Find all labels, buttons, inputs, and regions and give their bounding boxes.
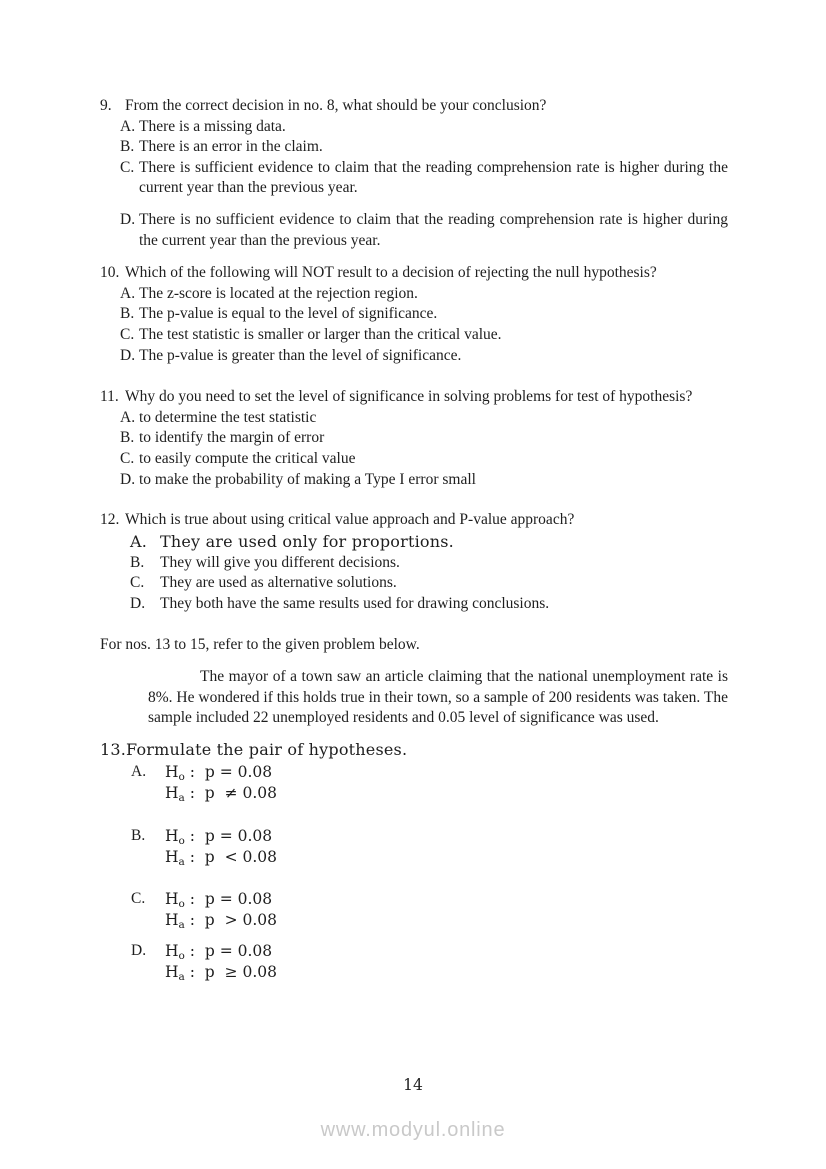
page-number: 14	[403, 1076, 423, 1094]
question-13-options	[131, 762, 728, 984]
question-text: Formulate the pair of hypotheses.	[126, 739, 408, 759]
hypothesis-expression: : p < 0.08	[184, 848, 278, 867]
problem-paragraph: The mayor of a town saw an article claiming that the national unemployment rate is 8%. He wondered if this holds true in their town, so a sample of 200 residents was taken. The sample included 22 unemployed residents and 0.05 level of significance was used.	[148, 668, 728, 727]
option-row	[120, 210, 728, 251]
option-text: to make the probability of making a Type I error small	[139, 470, 476, 488]
option-row	[120, 117, 728, 138]
hypothesis-expression: : p > 0.08	[184, 911, 278, 930]
option-label: C.	[120, 158, 135, 176]
option-label: A.	[130, 531, 148, 551]
option-text: The p-value is equal to the level of significance.	[139, 305, 438, 323]
option-label: D.	[130, 594, 146, 612]
option-text: The z-score is located at the rejection region.	[139, 284, 418, 302]
hypothesis-symbol: H	[165, 762, 179, 781]
option-text: The p-value is greater than the level of significance.	[139, 346, 462, 364]
hypothesis-option	[131, 889, 728, 932]
option-label: D.	[120, 470, 136, 488]
question-number: 12.	[100, 511, 120, 529]
question-number: 11.	[100, 388, 119, 406]
question-10-options	[120, 284, 728, 366]
hypothesis-symbol: H	[165, 941, 179, 960]
option-label: C.	[120, 325, 135, 343]
null-hypothesis-line	[165, 826, 728, 848]
hypothesis-subscript: o	[178, 770, 185, 783]
option-text: There is sufficient evidence to claim that the reading comprehension rate is higher during the current year than the previous year.	[139, 158, 728, 197]
question-9	[100, 96, 728, 251]
watermark: www.modyul.online	[320, 1119, 506, 1141]
hypothesis-subscript: a	[178, 856, 185, 869]
option-row	[120, 428, 728, 449]
question-text: Which of the following will NOT result to a decision of rejecting the null hypothesis?	[125, 264, 657, 282]
option-row	[120, 470, 728, 491]
hypothesis-expression: : p ≥ 0.08	[184, 963, 278, 982]
option-text: They are used as alternative solutions.	[160, 574, 397, 592]
question-number: 9.	[100, 97, 112, 114]
option-row	[120, 346, 728, 367]
hypothesis-subscript: a	[178, 792, 185, 805]
option-text: There is a missing data.	[139, 117, 286, 135]
null-hypothesis-line	[165, 889, 728, 911]
option-row	[120, 449, 728, 470]
hypothesis-symbol: H	[165, 889, 179, 908]
option-label: C.	[130, 574, 145, 592]
question-number: 13.	[100, 739, 127, 759]
option-row	[120, 284, 728, 305]
hypothesis-subscript: a	[178, 971, 185, 984]
hypothesis-lines	[165, 889, 728, 932]
question-text: From the correct decision in no. 8, what should be your conclusion?	[125, 97, 547, 114]
question-11-options	[120, 408, 728, 490]
hypothesis-option	[131, 826, 728, 869]
option-label: B.	[120, 429, 135, 447]
option-label: C.	[131, 889, 146, 907]
option-text: There is no sufficient evidence to claim that the reading comprehension rate is higher during the current year than the previous year.	[139, 210, 728, 249]
option-label: A.	[131, 762, 147, 780]
hypothesis-expression: : p = 0.08	[184, 941, 273, 960]
question-number: 10.	[100, 264, 120, 282]
null-hypothesis-line	[165, 941, 728, 963]
option-text: They are used only for proportions.	[160, 531, 454, 551]
alt-hypothesis-line	[165, 847, 728, 869]
hypothesis-expression: : p = 0.08	[184, 889, 273, 908]
hypothesis-expression: : p = 0.08	[184, 762, 273, 781]
hypothesis-subscript: o	[178, 834, 185, 847]
question-10	[100, 263, 728, 366]
option-row	[120, 137, 728, 158]
hypothesis-option	[131, 762, 728, 805]
option-row	[130, 553, 728, 574]
option-label: B.	[120, 305, 135, 323]
option-label: D.	[120, 210, 136, 228]
option-label: A.	[120, 117, 136, 135]
question-11	[100, 387, 728, 490]
option-label: D.	[131, 941, 147, 959]
alt-hypothesis-line	[165, 910, 728, 932]
option-text: to identify the margin of error	[139, 429, 325, 447]
hypothesis-lines	[165, 762, 728, 805]
hypothesis-option	[131, 941, 728, 984]
option-row	[120, 325, 728, 346]
option-text: The test statistic is smaller or larger than the critical value.	[139, 325, 502, 343]
alt-hypothesis-line	[165, 962, 728, 984]
hypothesis-subscript: o	[178, 949, 185, 962]
hypothesis-subscript: a	[178, 919, 185, 932]
question-text: Why do you need to set the level of significance in solving problems for test of hypothesis?	[125, 388, 693, 406]
question-12-options	[130, 531, 728, 615]
question-12-line	[100, 510, 728, 531]
question-13	[100, 739, 728, 984]
hypothesis-symbol: H	[165, 826, 179, 845]
option-text: They both have the same results used for drawing conclusions.	[160, 594, 550, 612]
question-13-line	[100, 739, 728, 761]
hypothesis-symbol: H	[165, 848, 179, 867]
question-12	[100, 510, 728, 614]
hypothesis-subscript: o	[178, 897, 185, 910]
option-text: to easily compute the critical value	[139, 449, 356, 467]
referral-note: For nos. 13 to 15, refer to the given problem below.	[100, 636, 420, 654]
question-text: Which is true about using critical value approach and P-value approach?	[125, 511, 575, 529]
null-hypothesis-line	[165, 762, 728, 784]
alt-hypothesis-line	[165, 783, 728, 805]
hypothesis-expression: : p ≠ 0.08	[184, 784, 278, 803]
option-label: B.	[120, 138, 135, 156]
question-11-line	[100, 387, 728, 408]
option-label: B.	[131, 826, 146, 844]
question-9-line	[100, 96, 728, 117]
page-content	[100, 96, 728, 984]
option-text: They will give you different decisions.	[160, 553, 400, 571]
option-row	[120, 304, 728, 325]
option-text: There is an error in the claim.	[139, 138, 323, 156]
question-10-line	[100, 263, 728, 284]
option-label: D.	[120, 346, 136, 364]
option-row	[130, 594, 728, 615]
question-9-options	[120, 117, 728, 252]
option-label: C.	[120, 449, 135, 467]
option-row	[120, 158, 728, 199]
option-label: A.	[120, 284, 136, 302]
hypothesis-symbol: H	[165, 784, 179, 803]
hypothesis-lines	[165, 826, 728, 869]
option-label: B.	[130, 553, 145, 571]
hypothesis-lines	[165, 941, 728, 984]
option-row	[130, 531, 728, 553]
hypothesis-symbol: H	[165, 963, 179, 982]
option-row	[120, 408, 728, 429]
option-label: A.	[120, 408, 136, 426]
hypothesis-expression: : p = 0.08	[184, 826, 273, 845]
hypothesis-symbol: H	[165, 911, 179, 930]
option-text: to determine the test statistic	[139, 408, 317, 426]
option-row	[130, 573, 728, 594]
